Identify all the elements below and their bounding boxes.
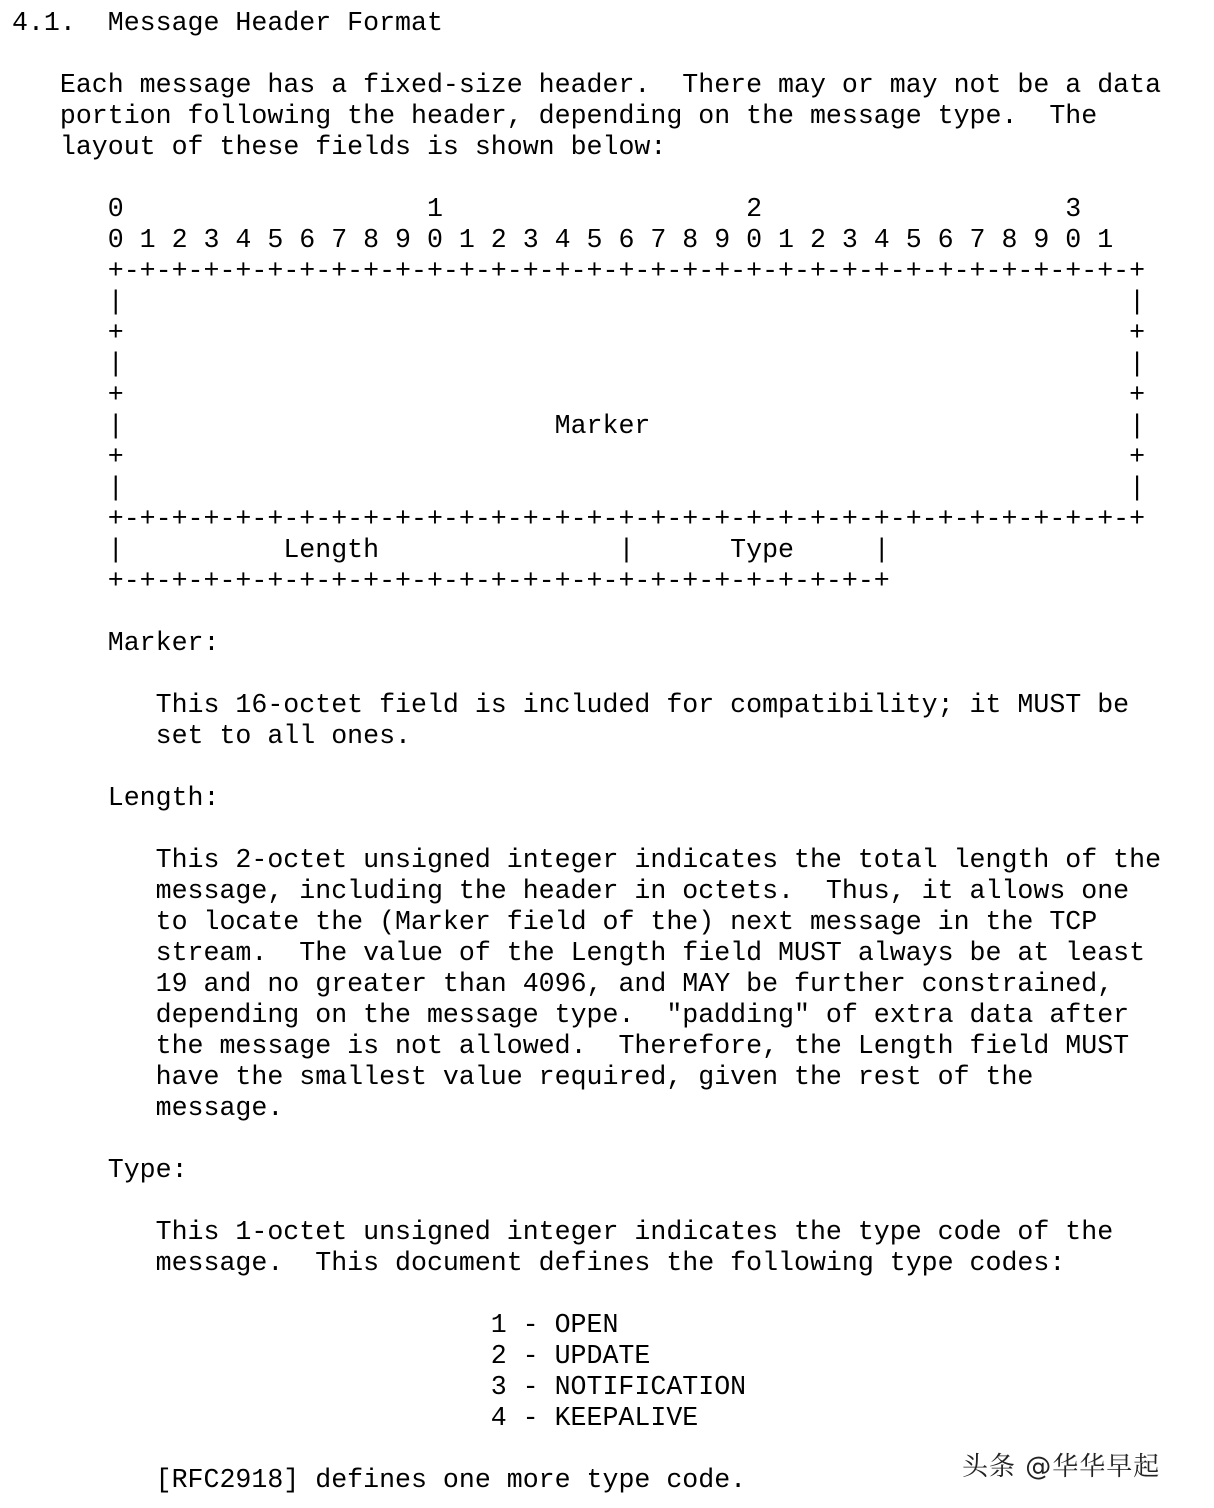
- length-description-line: message.: [155, 1093, 284, 1123]
- length-description-line: have the smallest value required, given the rest of the: [155, 1062, 1034, 1092]
- type-code-item: 4 - KEEPALIVE: [490, 1403, 699, 1433]
- length-type-row: | Length | Type |: [107, 535, 890, 565]
- diagram-border-middle: +-+-+-+-+-+-+-+-+-+-+-+-+-+-+-+-+-+-+-+-+-+-+-+-+-+-+-+-+-+-+-+-+: [107, 504, 1146, 534]
- marker-field-row: + +: [107, 318, 1146, 348]
- marker-field-row: + +: [107, 442, 1146, 472]
- length-description-line: depending on the message type. "padding" of extra data after: [155, 1000, 1130, 1030]
- length-description-line: This 2-octet unsigned integer indicates the total length of the: [155, 845, 1162, 875]
- length-description-line: the message is not allowed. Therefore, the Length field MUST: [155, 1031, 1130, 1061]
- bit-ruler-units: 0 1 2 3 4 5 6 7 8 9 0 1 2 3 4 5 6 7 8 9 0 1 2 3 4 5 6 7 8 9 0 1: [107, 225, 1114, 255]
- marker-field-row: + +: [107, 380, 1146, 410]
- diagram-border-top: +-+-+-+-+-+-+-+-+-+-+-+-+-+-+-+-+-+-+-+-+-+-+-+-+-+-+-+-+-+-+-+-+: [107, 256, 1146, 286]
- type-description-line: This 1-octet unsigned integer indicates the type code of the: [155, 1217, 1114, 1247]
- diagram-border-bottom: +-+-+-+-+-+-+-+-+-+-+-+-+-+-+-+-+-+-+-+-+-+-+-+-+: [107, 566, 890, 596]
- length-description-line: message, including the header in octets. Thus, it allows one: [155, 876, 1130, 906]
- section-title: Message Header Format: [107, 8, 443, 38]
- length-description-line: 19 and no greater than 4096, and MAY be further constrained,: [155, 969, 1114, 999]
- marker-field-row: | |: [107, 473, 1146, 503]
- marker-field-row: | |: [107, 287, 1146, 317]
- type-code-item: 3 - NOTIFICATION: [490, 1372, 747, 1402]
- section-number: 4.1.: [12, 8, 76, 38]
- intro-line: portion following the header, depending on the message type. The: [59, 101, 1098, 131]
- bit-ruler-tens: 0 1 2 3: [107, 194, 1082, 224]
- marker-description-line: This 16-octet field is included for compatibility; it MUST be: [155, 690, 1130, 720]
- length-description-line: stream. The value of the Length field MUST always be at least: [155, 938, 1146, 968]
- marker-description-line: set to all ones.: [155, 721, 411, 751]
- section-heading: [12, 8, 1161, 39]
- intro-line: Each message has a fixed-size header. There may or may not be a data: [59, 70, 1162, 100]
- type-footer-note: [RFC2918] defines one more type code.: [155, 1465, 747, 1495]
- type-label: Type:: [107, 1155, 188, 1185]
- type-code-item: 2 - UPDATE: [490, 1341, 651, 1371]
- length-label: Length:: [107, 783, 220, 813]
- type-description-line: message. This document defines the following type codes:: [155, 1248, 1066, 1278]
- marker-field-row: | |: [107, 349, 1146, 379]
- intro-line: layout of these fields is shown below:: [59, 132, 667, 162]
- marker-label: Marker:: [107, 628, 220, 658]
- length-description-line: to locate the (Marker field of the) next message in the TCP: [155, 907, 1098, 937]
- watermark: 头条 @华华早起: [962, 1452, 1161, 1482]
- type-code-item: 1 - OPEN: [490, 1310, 619, 1340]
- rfc-document: [12, 8, 1161, 1496]
- marker-field-label-row: | Marker |: [107, 411, 1146, 441]
